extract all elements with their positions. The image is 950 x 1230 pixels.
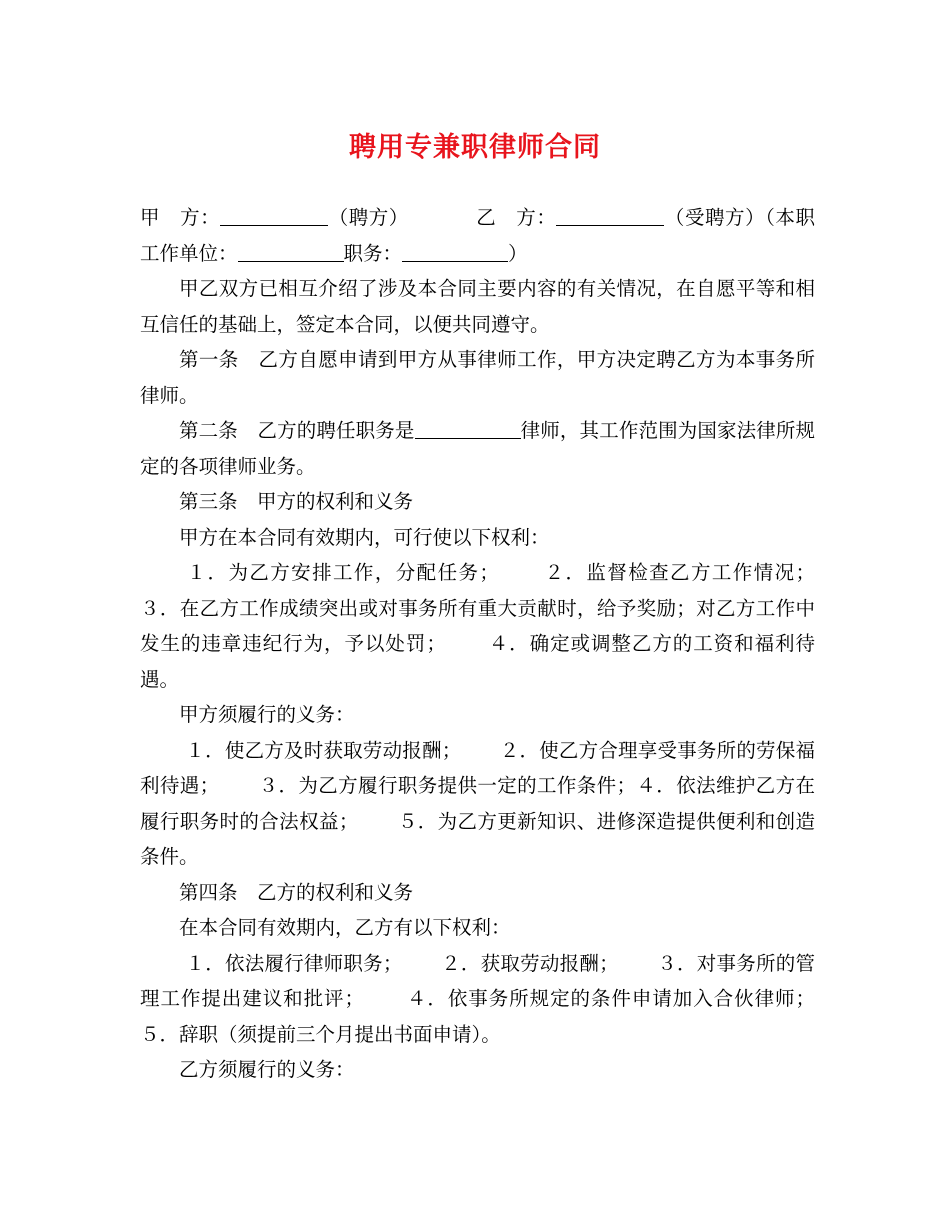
article-4-heading: 第四条 乙方的权利和义务 <box>179 880 414 904</box>
preamble-paragraph: 甲乙双方已相互介绍了涉及本合同主要内容的有关情况，在自愿平等和相互信任的基础上，签定本合同，以便共同遵守。 <box>140 277 815 336</box>
party-b-label: 乙 方： <box>476 206 557 229</box>
party-a-duties-list: １．使乙方及时获取劳动报酬； ２．使乙方合理享受事务所的劳保福利待遇； ３．为乙方履行职务提供一定的工作条件；４．依法维护乙方在履行职务时的合法权益； ５．为乙方更新知识、进修深造提供便利和创造条件。 <box>140 738 815 868</box>
party-b-rights-intro: 在本合同有效期内，乙方有以下权利： <box>179 916 511 939</box>
article-2-post: 律师，其工作范围为国家法律所规定的各项律师业务。 <box>140 419 815 478</box>
workplace-close: ） <box>508 241 528 265</box>
party-b-rights-list: １．依法履行律师职务； ２．获取劳动报酬； ３．对事务所的管理工作提出建议和批评； ４．依事务所规定的条件申请加入合伙律师； ５．辞职（须提前三个月提出书面申请）。 <box>140 951 853 1046</box>
workplace-blank <box>238 241 344 262</box>
article-2 <box>140 413 815 484</box>
party-a-role: （聘方） <box>328 206 409 229</box>
party-a-blank <box>220 205 328 226</box>
article-2-pre: 第二条 乙方的聘任职务是 <box>179 419 415 442</box>
party-a-duties-intro: 甲方须履行的义务： <box>179 703 355 726</box>
party-b-blank <box>556 205 664 226</box>
party-b-role: （受聘方） <box>664 206 766 229</box>
article-1: 第一条 乙方自愿申请到甲方从事律师工作，甲方决定聘乙方为本事务所律师。 <box>140 348 815 407</box>
parties-line <box>140 200 815 271</box>
party-a-rights-list: １．为乙方安排工作，分配任务； ２．监督检查乙方工作情况； ３．在乙方工作成绩突出或对事务所有重大贡献时，给予奖励；对乙方工作中发生的违章违纪行为，予以处罚； ４．确定或调整乙方的工资和福利待遇。 <box>140 561 853 691</box>
party-b-duties-intro: 乙方须履行的义务： <box>179 1058 355 1081</box>
position-blank <box>402 241 508 262</box>
article-3-heading: 第三条 甲方的权利和义务 <box>179 490 414 513</box>
article-2-blank <box>415 418 521 439</box>
document-title: 聘用专兼职律师合同 <box>349 132 601 163</box>
position-label: 职务： <box>343 241 403 265</box>
contract-body <box>140 200 853 1088</box>
party-a-label: 甲 方： <box>140 206 221 229</box>
workplace-open: （本职工作单位： <box>140 206 815 265</box>
party-a-rights-intro: 甲方在本合同有效期内，可行使以下权利： <box>179 525 550 549</box>
